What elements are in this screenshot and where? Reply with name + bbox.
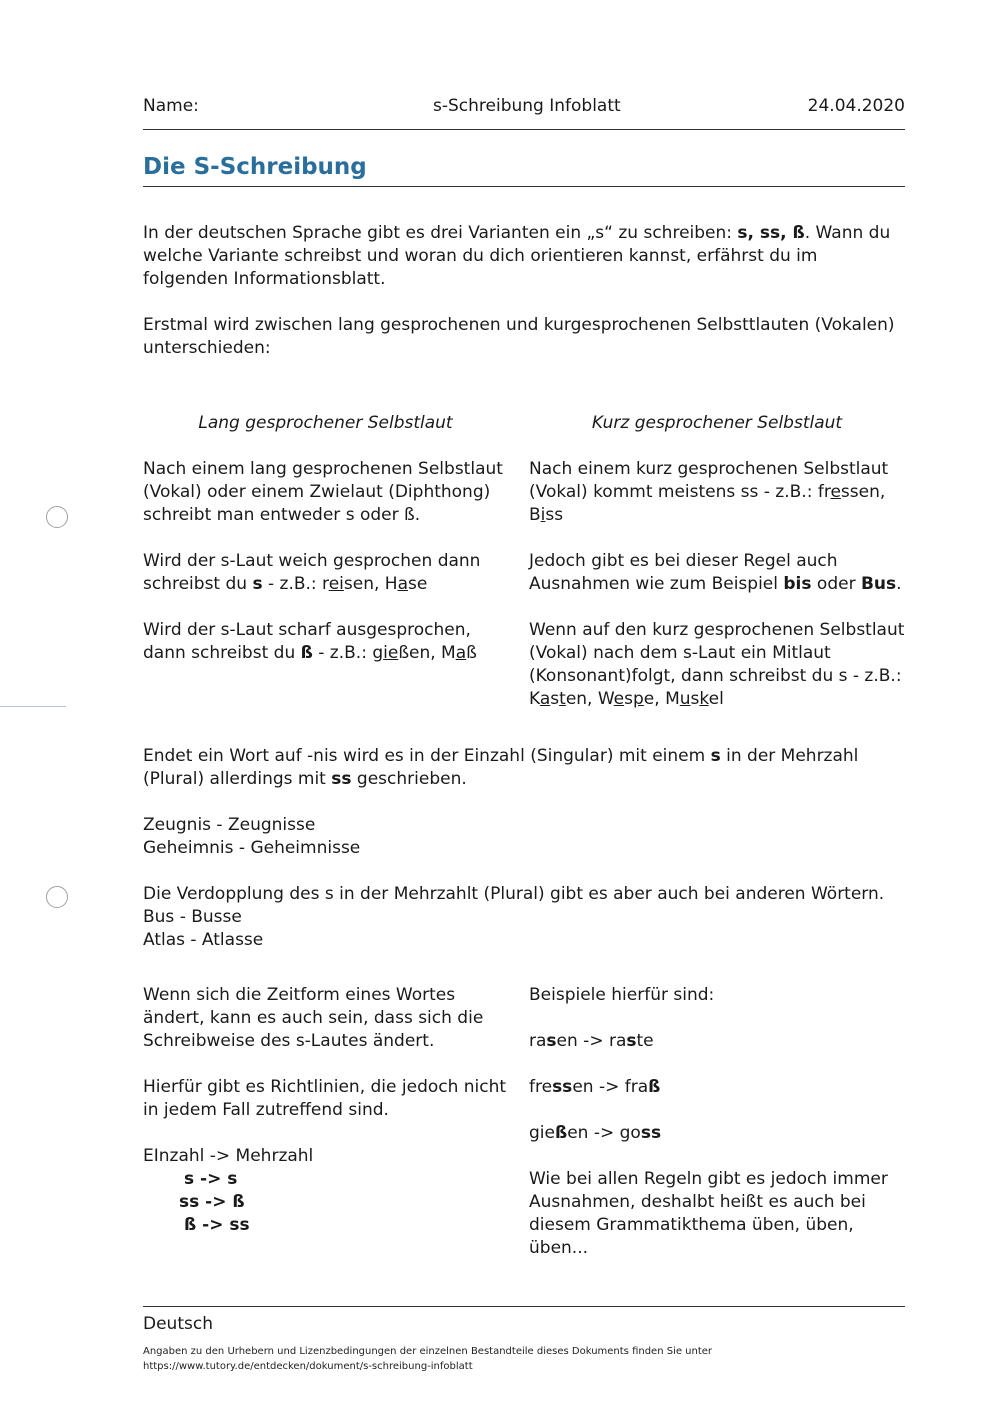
beispiel-2: fressen -> fraß — [529, 1077, 661, 1097]
kurz-heading: Kurz gesprochener Selbstlaut — [591, 413, 843, 433]
lang-paragraph-2: Wird der s-Laut weich gesprochen dann schreibst du s - z.B.: reisen, Hase — [143, 551, 481, 594]
lang-paragraph-3: Wird der s-Laut scharf ausgesprochen, dann schreibst du ß - z.B.: gießen, Maß — [143, 620, 477, 663]
lang-paragraph-1: Nach einem lang gesprochenen Selbstlaut (Vokal) oder einem Zwielaut (Diphthong) schreibt man entweder s oder ß. — [143, 459, 503, 525]
lang-heading: Lang gesprochener Selbstlaut — [198, 413, 453, 433]
footer-subject: Deutsch — [143, 1314, 213, 1334]
beispiele-column — [529, 984, 905, 1260]
zeit-rule-3: ß -> ss — [184, 1215, 250, 1235]
footer-license — [143, 1344, 905, 1374]
kurz-paragraph-2: Jedoch gibt es bei dieser Regel auch Ausnahmen wie zum Beispiel bis oder Bus. — [529, 551, 902, 594]
beispiel-3: gießen -> goss — [529, 1123, 662, 1143]
page-title: Die S-Schreibung — [143, 154, 367, 180]
document-title: s-Schreibung Infoblatt — [433, 96, 621, 116]
intro-section — [143, 222, 905, 360]
beispiele-closing: Wie bei allen Regeln gibt es jedoch immer Ausnahmen, deshalbt heißt es auch bei diesem Grammatikthema üben, üben, üben... — [529, 1169, 888, 1258]
zeit-column — [143, 984, 515, 1237]
header-rule — [143, 129, 905, 130]
zeit-paragraph-1: Wenn sich die Zeitform eines Wortes ändert, kann es auch sein, dass sich die Schreibweise des s-Lautes ändert. — [143, 985, 484, 1051]
kurz-column — [529, 412, 905, 711]
binder-hole-top — [46, 506, 68, 528]
zeit-rule-heading: EInzahl -> Mehrzahl — [143, 1146, 314, 1166]
beispiele-heading: Beispiele hierfür sind: — [529, 985, 715, 1005]
name-label: Name: — [143, 96, 199, 116]
nis-example-1: Zeugnis - Zeugnisse — [143, 815, 316, 835]
footer-license-text: Angaben zu den Urhebern und Lizenzbedingungen der einzelnen Bestandteile dieses Dokuments finden Sie unter — [143, 1346, 713, 1357]
document-date: 24.04.2020 — [807, 96, 905, 116]
nis-paragraph-1: Endet ein Wort auf -nis wird es in der Einzahl (Singular) mit einem s in der Mehrzahl (Plural) allerdings mit ss geschrieben. — [143, 746, 859, 789]
footer-license-url: https://www.tutory.de/entdecken/dokument/s-schreibung-infoblatt — [143, 1361, 473, 1372]
binder-hole-bottom — [46, 886, 68, 908]
zeit-paragraph-2: Hierfür gibt es Richtlinien, die jedoch nicht in jedem Fall zutreffend sind. — [143, 1077, 507, 1120]
nis-section — [143, 745, 905, 950]
kurz-paragraph-3: Wenn auf den kurz gesprochenen Selbstlaut (Vokal) nach dem s-Laut ein Mitlaut (Konsonant)folgt, dann schreibst du s - z.B.: Kasten, Wespe, Muskel — [529, 620, 905, 709]
intro-paragraph-1: In der deutschen Sprache gibt es drei Varianten ein „s“ zu schreiben: s, ss, ß. Wann du welche Variante schreibst und woran du dich orientieren kannst, erfährst du im folgenden Informationsblatt. — [143, 223, 891, 289]
lang-column — [143, 412, 508, 665]
zeit-rule-1: s -> s — [184, 1169, 238, 1189]
footer-rule — [143, 1306, 905, 1307]
zeit-rule-2: ss -> ß — [179, 1192, 245, 1212]
kurz-paragraph-1: Nach einem kurz gesprochenen Selbstlaut (Vokal) kommt meistens ss - z.B.: fressen, Biss — [529, 459, 889, 525]
beispiel-1: rasen -> raste — [529, 1031, 654, 1051]
fold-mark — [0, 706, 66, 707]
title-rule — [143, 186, 905, 187]
nis-example-2: Geheimnis - Geheimnisse — [143, 838, 361, 858]
intro-paragraph-2: Erstmal wird zwischen lang gesprochenen und kurgesprochenen Selbsttlauten (Vokalen) unterschieden: — [143, 315, 895, 358]
nis-paragraph-2: Die Verdopplung des s in der Mehrzahlt (Plural) gibt es aber auch bei anderen Wörtern. — [143, 884, 885, 904]
nis-example-3: Bus - Busse — [143, 907, 242, 927]
nis-example-4: Atlas - Atlasse — [143, 930, 264, 950]
